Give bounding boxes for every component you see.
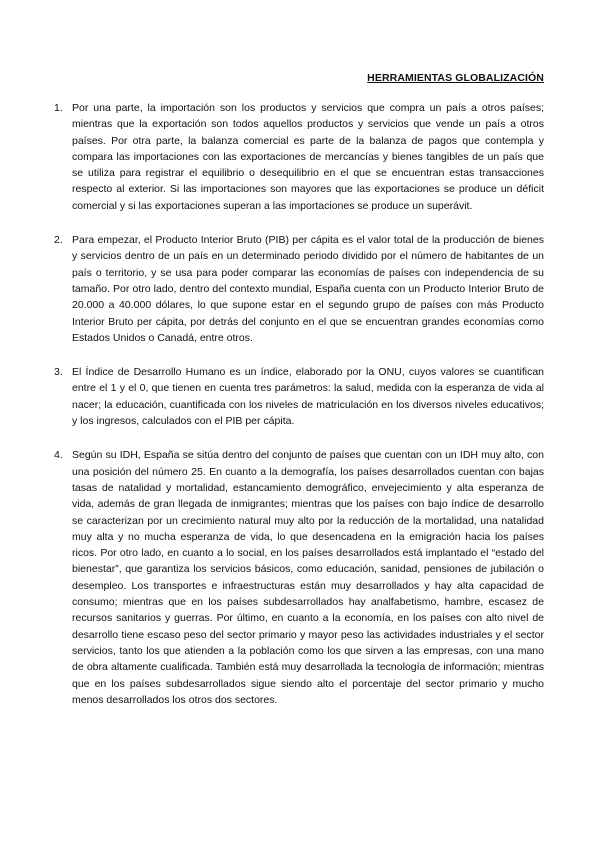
list-item-text: Según su IDH, España se sitúa dentro del conjunto de países que cuentan con un IDH muy alto, con una posición del número 25. En cuanto a la demografía, los países desarrollados cuentan con bajas tasas de natalidad y mortalidad, estancamiento demográfico, envejecimiento y alta esperanza de vida, además de gran llegada de inmigrantes; mientras que los países con bajo índice de desarrollo se caracterizan por un crecimiento natural muy alto por la reducción de la mortalidad, una natalidad muy alta y no mucha esperanza de vida, lo que desencadena en la emigración hacia los países ricos. Por otro lado, en cuanto a lo social, en los países desarrollados está implantado el “estado del bienestar”, que garantiza los servicios básicos, como educación, sanidad, pensiones de jubilación o desempleo. Los transportes e infraestructuras están muy desarrollados y hay alta capacidad de consumo; mientras que en los países subdesarrollados hay analfabetismo, hambre, escasez de recursos sanitarios y guerras. Por último, en cuanto a la economía, en los países con alto nivel de desarrollo tiene escaso peso del sector primario y mayor peso las actividades industriales y el sector servicios, tanto los que atienden a la población como los que sirven a las empresas, con una mano de obra altamente cualificada. También está muy desarrollada la tecnología de información; mientras que en los países subdesarrollados sigue siendo alto el porcentaje del sector primario y mucho menos desarrollados los otros dos sectores. [72, 449, 544, 706]
list-item-number: 4. [54, 449, 63, 462]
list-item-text: Por una parte, la importación son los productos y servicios que compra un país a otros países; mientras que la exportación son todos aquellos productos y servicios que vende un país a otros países. Por otra parte, la balanza comercial es parte de la balanza de pagos que contempla y compara las importaciones con las exportaciones de mercancías y bienes tangibles de un país que se utiliza para registrar el equilibrio o desequilibrio en el que se encuentran estas transacciones respecto al exterior. Si las importaciones son mayores que las exportaciones se produce un déficit comercial y si las exportaciones superan a las importaciones se produce un superávit. [72, 102, 544, 212]
list-item [54, 364, 544, 429]
list-item [54, 232, 544, 346]
list-item-number: 2. [54, 234, 63, 247]
list-item-number: 3. [54, 366, 63, 379]
numbered-list [54, 100, 544, 726]
list-item-number: 1. [54, 102, 63, 114]
list-item [54, 100, 544, 214]
list-item-text: Para empezar, el Producto Interior Bruto (PIB) per cápita es el valor total de la producción de bienes y servicios dentro de un país en un determinado periodo dividido por el número de habitantes de un país o territorio, y se usa para poder comparar las economías de países con independencia de su tamaño. Por otro lado, dentro del contexto mundial, España cuenta con un Producto Interior Bruto de 20.000 a 40.000 dólares, lo que supone estar en el segundo grupo de países con más Producto Interior Bruto per cápita, por detrás del conjunto en el que se encuentran grandes economías como Estados Unidos o Canadá, entre otros. [72, 234, 544, 344]
list-item-text: El Índice de Desarrollo Humano es un índice, elaborado por la ONU, cuyos valores se cuantifican entre el 1 y el 0, que tienen en cuenta tres parámetros: la salud, medida con la esperanza de vida al nacer; la educación, cuantificada con los niveles de matriculación en los diversos niveles educativos; y los ingresos, calculados con el PIB per cápita. [72, 366, 544, 428]
list-item [54, 447, 544, 708]
document-title: HERRAMIENTAS GLOBALIZACIÓN [367, 72, 544, 84]
